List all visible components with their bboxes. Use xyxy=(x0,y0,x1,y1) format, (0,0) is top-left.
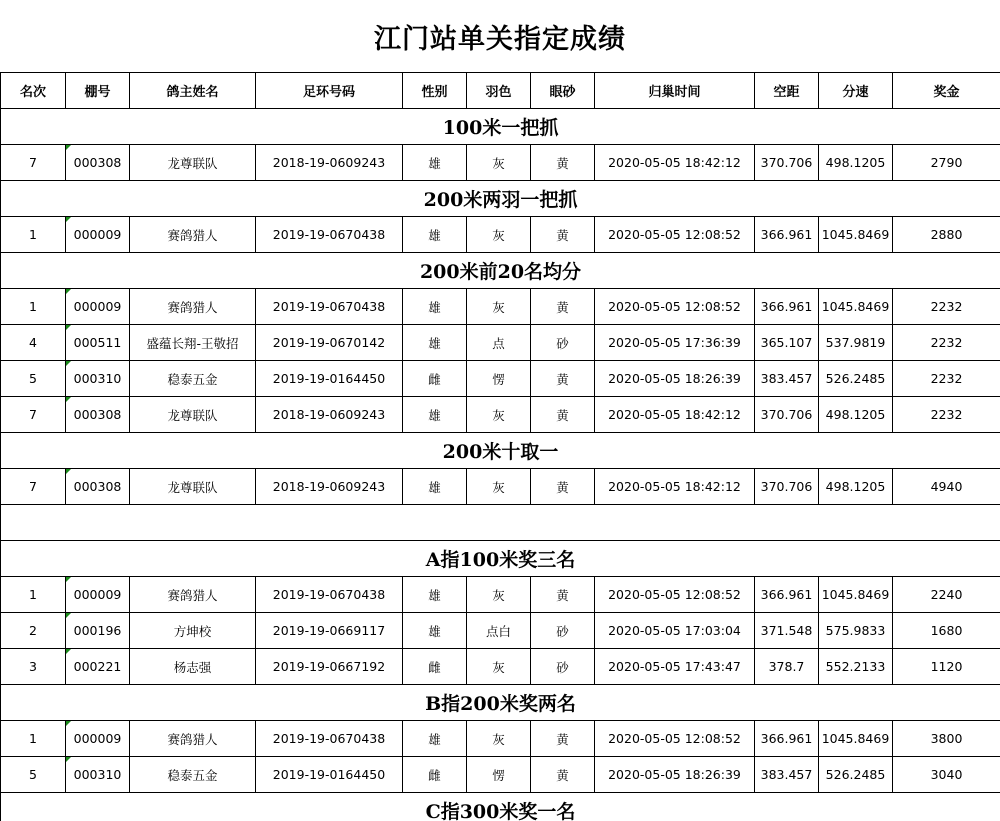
cell-loft: 000308 xyxy=(66,145,130,181)
cell-distance: 370.706 xyxy=(755,145,819,181)
cell-speed: 1045.8469 xyxy=(819,721,893,757)
cell-sex: 雄 xyxy=(403,325,467,361)
cell-time: 2020-05-05 12:08:52 xyxy=(595,217,755,253)
cell-rank: 5 xyxy=(1,757,66,793)
cell-color: 灰 xyxy=(467,397,531,433)
cell-eye: 砂 xyxy=(531,649,595,685)
cell-loft: 000221 xyxy=(66,649,130,685)
cell-distance: 365.107 xyxy=(755,325,819,361)
blank-cell xyxy=(1,505,1000,541)
section-title: 100米一把抓 xyxy=(1,109,1000,145)
section-title: 200米十取一 xyxy=(1,433,1000,469)
section-title: 200米两羽一把抓 xyxy=(1,181,1000,217)
section-header-row xyxy=(1,181,1000,217)
cell-owner: 方坤校 xyxy=(130,613,256,649)
cell-owner: 赛鸽猎人 xyxy=(130,289,256,325)
cell-ring: 2019-19-0670438 xyxy=(256,721,403,757)
cell-distance: 366.961 xyxy=(755,289,819,325)
cell-loft: 000196 xyxy=(66,613,130,649)
cell-eye: 黄 xyxy=(531,361,595,397)
cell-distance: 366.961 xyxy=(755,577,819,613)
section-header-row xyxy=(1,685,1000,721)
cell-eye: 黄 xyxy=(531,145,595,181)
cell-ring: 2018-19-0609243 xyxy=(256,145,403,181)
cell-distance: 383.457 xyxy=(755,361,819,397)
cell-speed: 498.1205 xyxy=(819,469,893,505)
cell-prize: 2232 xyxy=(893,397,1000,433)
cell-ring: 2019-19-0164450 xyxy=(256,361,403,397)
cell-color: 灰 xyxy=(467,145,531,181)
cell-ring: 2019-19-0667192 xyxy=(256,649,403,685)
cell-rank: 4 xyxy=(1,325,66,361)
cell-loft: 000310 xyxy=(66,757,130,793)
cell-sex: 雄 xyxy=(403,217,467,253)
cell-time: 2020-05-05 18:42:12 xyxy=(595,469,755,505)
cell-speed: 552.2133 xyxy=(819,649,893,685)
cell-distance: 383.457 xyxy=(755,757,819,793)
cell-rank: 1 xyxy=(1,217,66,253)
cell-time: 2020-05-05 17:43:47 xyxy=(595,649,755,685)
col-header-time: 归巢时间 xyxy=(595,73,755,109)
cell-prize: 3040 xyxy=(893,757,1000,793)
cell-owner: 杨志强 xyxy=(130,649,256,685)
cell-speed: 537.9819 xyxy=(819,325,893,361)
cell-prize: 3800 xyxy=(893,721,1000,757)
cell-time: 2020-05-05 17:36:39 xyxy=(595,325,755,361)
col-header-eye: 眼砂 xyxy=(531,73,595,109)
cell-speed: 498.1205 xyxy=(819,145,893,181)
table-row xyxy=(1,289,1000,325)
cell-prize: 4940 xyxy=(893,469,1000,505)
cell-owner: 赛鸽猎人 xyxy=(130,217,256,253)
cell-prize: 2790 xyxy=(893,145,1000,181)
cell-prize: 2232 xyxy=(893,325,1000,361)
cell-speed: 1045.8469 xyxy=(819,217,893,253)
cell-sex: 雌 xyxy=(403,757,467,793)
cell-ring: 2019-19-0670438 xyxy=(256,217,403,253)
cell-sex: 雄 xyxy=(403,397,467,433)
table-row xyxy=(1,757,1000,793)
cell-rank: 7 xyxy=(1,469,66,505)
cell-owner: 稳泰五金 xyxy=(130,361,256,397)
cell-eye: 黄 xyxy=(531,469,595,505)
cell-color: 愣 xyxy=(467,757,531,793)
cell-rank: 5 xyxy=(1,361,66,397)
table-row xyxy=(1,469,1000,505)
cell-loft: 000009 xyxy=(66,721,130,757)
cell-sex: 雄 xyxy=(403,145,467,181)
cell-color: 灰 xyxy=(467,577,531,613)
table-row xyxy=(1,577,1000,613)
col-header-distance: 空距 xyxy=(755,73,819,109)
cell-distance: 366.961 xyxy=(755,721,819,757)
cell-loft: 000308 xyxy=(66,469,130,505)
cell-distance: 370.706 xyxy=(755,469,819,505)
cell-loft: 000009 xyxy=(66,289,130,325)
cell-ring: 2018-19-0609243 xyxy=(256,469,403,505)
cell-loft: 000308 xyxy=(66,397,130,433)
cell-rank: 1 xyxy=(1,721,66,757)
cell-eye: 黄 xyxy=(531,757,595,793)
cell-speed: 1045.8469 xyxy=(819,289,893,325)
cell-prize: 1680 xyxy=(893,613,1000,649)
table-row xyxy=(1,721,1000,757)
cell-loft: 000511 xyxy=(66,325,130,361)
col-header-ring: 足环号码 xyxy=(256,73,403,109)
col-header-sex: 性别 xyxy=(403,73,467,109)
cell-ring: 2019-19-0670142 xyxy=(256,325,403,361)
cell-sex: 雄 xyxy=(403,469,467,505)
cell-eye: 砂 xyxy=(531,325,595,361)
cell-time: 2020-05-05 18:26:39 xyxy=(595,757,755,793)
cell-prize: 1120 xyxy=(893,649,1000,685)
cell-color: 灰 xyxy=(467,469,531,505)
col-header-speed: 分速 xyxy=(819,73,893,109)
cell-ring: 2019-19-0164450 xyxy=(256,757,403,793)
cell-color: 点 xyxy=(467,325,531,361)
cell-speed: 526.2485 xyxy=(819,757,893,793)
cell-owner: 赛鸽猎人 xyxy=(130,577,256,613)
cell-speed: 498.1205 xyxy=(819,397,893,433)
cell-time: 2020-05-05 18:42:12 xyxy=(595,397,755,433)
section-header-row xyxy=(1,433,1000,469)
cell-ring: 2019-19-0670438 xyxy=(256,577,403,613)
cell-prize: 2240 xyxy=(893,577,1000,613)
cell-ring: 2019-19-0670438 xyxy=(256,289,403,325)
col-header-loft: 棚号 xyxy=(66,73,130,109)
cell-rank: 7 xyxy=(1,145,66,181)
cell-rank: 3 xyxy=(1,649,66,685)
cell-rank: 7 xyxy=(1,397,66,433)
cell-prize: 2232 xyxy=(893,289,1000,325)
cell-distance: 378.7 xyxy=(755,649,819,685)
cell-color: 灰 xyxy=(467,217,531,253)
cell-eye: 砂 xyxy=(531,613,595,649)
table-row xyxy=(1,145,1000,181)
col-header-prize: 奖金 xyxy=(893,73,1000,109)
col-header-rank: 名次 xyxy=(1,73,66,109)
cell-sex: 雌 xyxy=(403,361,467,397)
cell-prize: 2880 xyxy=(893,217,1000,253)
cell-sex: 雄 xyxy=(403,289,467,325)
cell-distance: 370.706 xyxy=(755,397,819,433)
cell-loft: 000009 xyxy=(66,217,130,253)
cell-color: 愣 xyxy=(467,361,531,397)
blank-row xyxy=(1,505,1000,541)
cell-distance: 371.548 xyxy=(755,613,819,649)
table-row xyxy=(1,613,1000,649)
cell-speed: 575.9833 xyxy=(819,613,893,649)
cell-time: 2020-05-05 18:26:39 xyxy=(595,361,755,397)
cell-rank: 1 xyxy=(1,577,66,613)
cell-loft: 000310 xyxy=(66,361,130,397)
cell-eye: 黄 xyxy=(531,397,595,433)
cell-owner: 盛蕴长翔-王敬招 xyxy=(130,325,256,361)
section-header-row xyxy=(1,793,1000,821)
cell-time: 2020-05-05 12:08:52 xyxy=(595,721,755,757)
cell-time: 2020-05-05 17:03:04 xyxy=(595,613,755,649)
cell-ring: 2018-19-0609243 xyxy=(256,397,403,433)
cell-speed: 1045.8469 xyxy=(819,577,893,613)
cell-color: 点白 xyxy=(467,613,531,649)
cell-owner: 龙尊联队 xyxy=(130,145,256,181)
section-header-row xyxy=(1,541,1000,577)
section-header-row xyxy=(1,109,1000,145)
table-row xyxy=(1,217,1000,253)
cell-eye: 黄 xyxy=(531,721,595,757)
cell-color: 灰 xyxy=(467,721,531,757)
cell-distance: 366.961 xyxy=(755,217,819,253)
table-row xyxy=(1,361,1000,397)
cell-owner: 稳泰五金 xyxy=(130,757,256,793)
cell-eye: 黄 xyxy=(531,217,595,253)
cell-time: 2020-05-05 12:08:52 xyxy=(595,289,755,325)
cell-owner: 龙尊联队 xyxy=(130,397,256,433)
section-header-row xyxy=(1,253,1000,289)
cell-sex: 雄 xyxy=(403,577,467,613)
section-title: B指200米奖两名 xyxy=(1,685,1000,721)
cell-loft: 000009 xyxy=(66,577,130,613)
section-title: 200米前20名均分 xyxy=(1,253,1000,289)
col-header-color: 羽色 xyxy=(467,73,531,109)
cell-owner: 龙尊联队 xyxy=(130,469,256,505)
cell-sex: 雄 xyxy=(403,613,467,649)
header-row xyxy=(1,73,1000,109)
cell-eye: 黄 xyxy=(531,289,595,325)
section-title: A指100米奖三名 xyxy=(1,541,1000,577)
section-title: C指300米奖一名 xyxy=(1,793,1000,821)
cell-ring: 2019-19-0669117 xyxy=(256,613,403,649)
cell-rank: 1 xyxy=(1,289,66,325)
cell-color: 灰 xyxy=(467,289,531,325)
cell-rank: 2 xyxy=(1,613,66,649)
cell-speed: 526.2485 xyxy=(819,361,893,397)
page-title: 江门站单关指定成绩 xyxy=(374,23,626,55)
cell-time: 2020-05-05 12:08:52 xyxy=(595,577,755,613)
table-row xyxy=(1,397,1000,433)
cell-eye: 黄 xyxy=(531,577,595,613)
table-row xyxy=(1,325,1000,361)
col-header-owner: 鸽主姓名 xyxy=(130,73,256,109)
table-row xyxy=(1,649,1000,685)
cell-sex: 雌 xyxy=(403,649,467,685)
cell-time: 2020-05-05 18:42:12 xyxy=(595,145,755,181)
cell-color: 灰 xyxy=(467,649,531,685)
cell-prize: 2232 xyxy=(893,361,1000,397)
results-table xyxy=(0,72,1000,821)
cell-sex: 雄 xyxy=(403,721,467,757)
cell-owner: 赛鸽猎人 xyxy=(130,721,256,757)
